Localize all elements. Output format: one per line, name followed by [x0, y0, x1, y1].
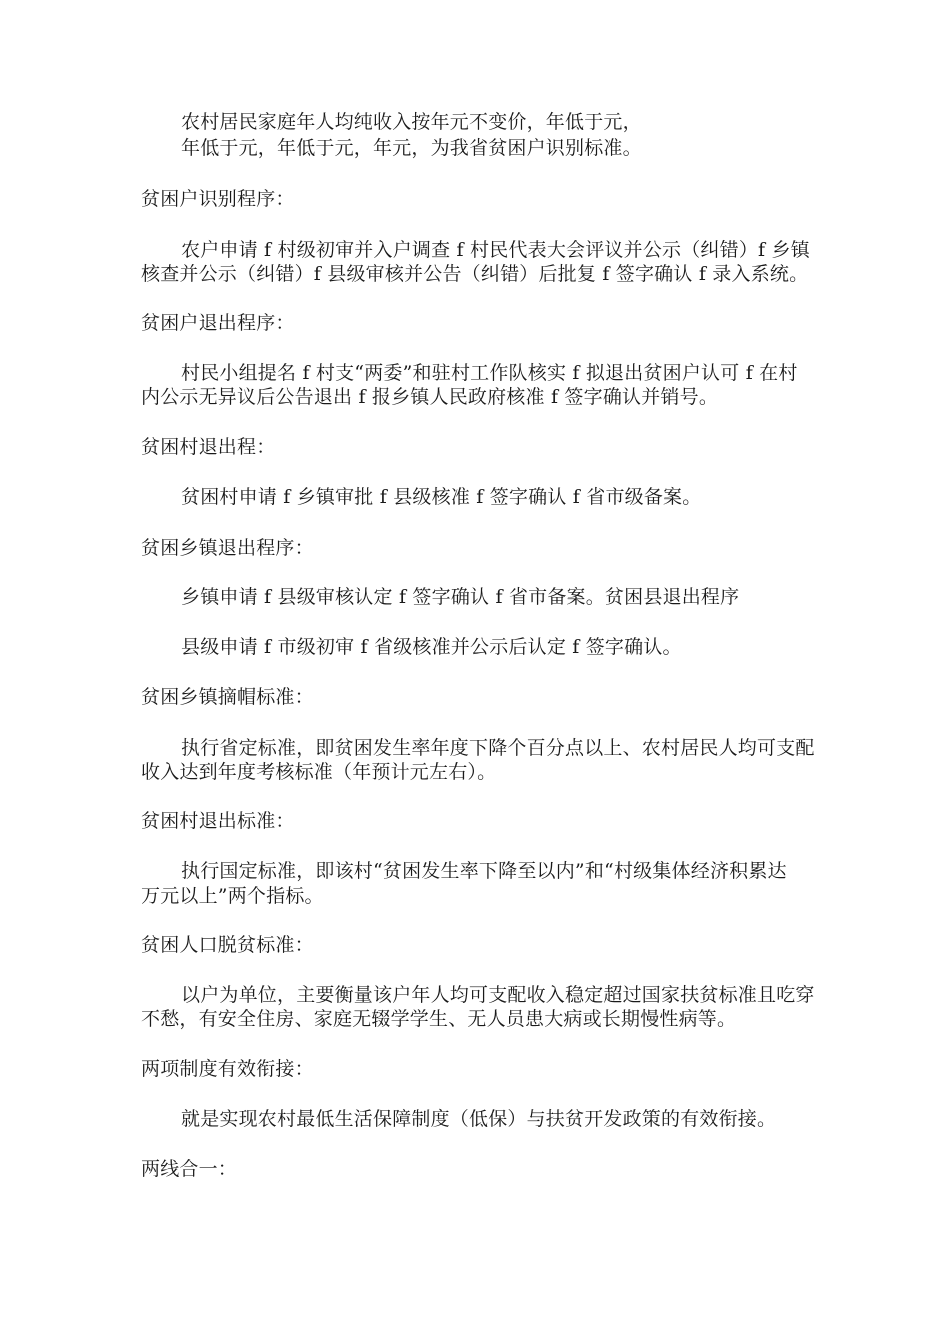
paragraph-line: 万元以上”两个指标。: [141, 885, 324, 907]
intro-line: 农村居民家庭年人均纯收入按年元不变价，年低于元，: [181, 111, 642, 133]
paragraph-line: 不愁，有安全住房、家庭无辍学学生、无人员患大病或长期慢性病等。: [141, 1008, 737, 1030]
intro-line: 年低于元，年低于元，年元，为我省贫困户识别标准。: [181, 137, 642, 159]
section-heading: 贫困乡镇摘帽标准：: [141, 686, 314, 708]
paragraph-line: 收入达到年度考核标准（年预计元左右）。: [141, 761, 497, 783]
paragraph-line: 乡镇申请 f 县级审核认定 f 签字确认 f 省市备案。贫困县退出程序: [181, 586, 740, 608]
section-heading: 贫困人口脱贫标准：: [141, 934, 314, 956]
paragraph-line: 农户申请 f 村级初审并入户调查 f 村民代表大会评议并公示（纠错）f 乡镇: [181, 239, 810, 261]
paragraph-line: 核查并公示（纠错）f 县级审核并公告（纠错）后批复 f 签字确认 f 录入系统。: [141, 263, 809, 285]
section-heading: 贫困户识别程序：: [141, 188, 295, 210]
section-heading: 贫困村退出程：: [141, 436, 276, 458]
section-heading: 两项制度有效衔接：: [141, 1058, 314, 1080]
paragraph-line: 县级申请 f 市级初审 f 省级核准并公示后认定 f 签字确认。: [181, 636, 682, 658]
paragraph-line: 执行国定标准，即该村“贫困发生率下降至以内”和“村级集体经济积累达: [181, 860, 787, 882]
paragraph-line: 村民小组提名 f 村支“两委”和驻村工作队核实 f 拟退出贫困户认可 f 在村: [181, 362, 798, 384]
section-heading: 贫困户退出程序：: [141, 312, 295, 334]
paragraph-line: 内公示无异议后公告退出 f 报乡镇人民政府核准 f 签字确认并销号。: [141, 386, 719, 408]
paragraph-line: 执行省定标准，即贫困发生率年度下降个百分点以上、农村居民人均可支配: [181, 737, 815, 759]
paragraph-line: 就是实现农村最低生活保障制度（低保）与扶贫开发政策的有效衔接。: [181, 1108, 777, 1130]
paragraph-line: 以户为单位，主要衡量该户年人均可支配收入稳定超过国家扶贫标准且吃穿: [181, 984, 815, 1006]
paragraph-line: 贫困村申请 f 乡镇审批 f 县级核准 f 签字确认 f 省市级备案。: [181, 486, 702, 508]
section-heading: 两线合一：: [141, 1158, 238, 1180]
section-heading: 贫困乡镇退出程序：: [141, 537, 314, 559]
section-heading: 贫困村退出标准：: [141, 810, 295, 832]
